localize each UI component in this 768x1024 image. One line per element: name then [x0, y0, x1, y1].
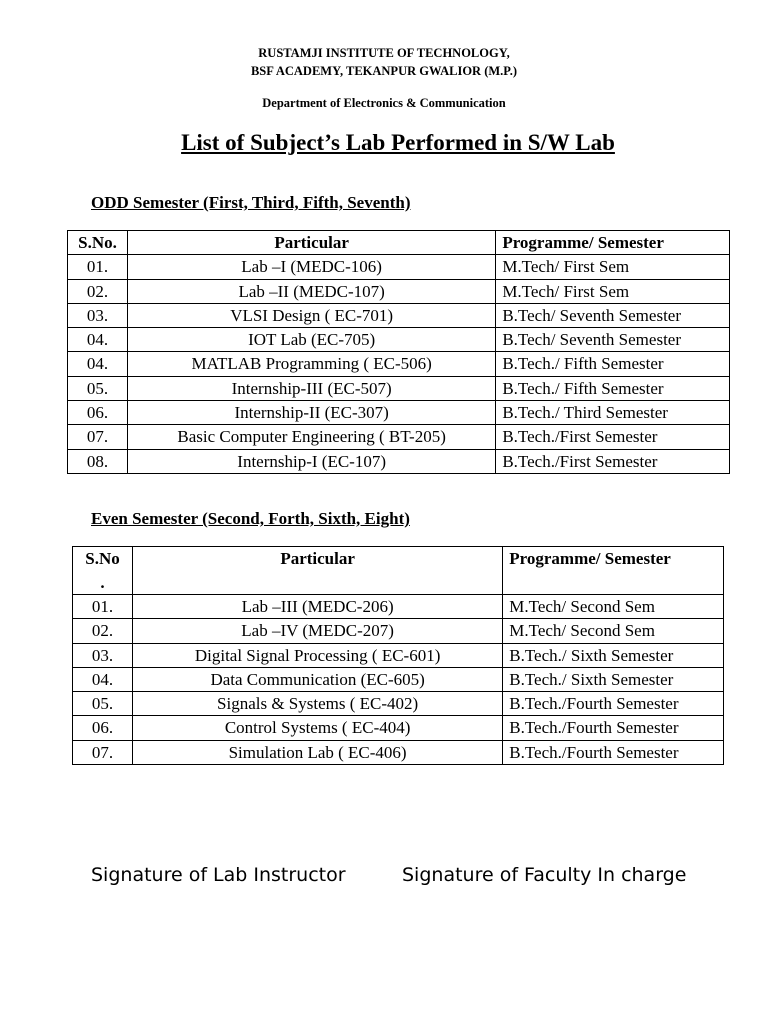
odd-semester-table [67, 230, 730, 474]
table-row [73, 595, 724, 619]
cell-particular: MATLAB Programming ( EC-506) [127, 352, 495, 376]
cell-sno: 03. [73, 643, 133, 667]
department-name: Department of Electronics & Communication [262, 96, 506, 110]
cell-sno: 05. [73, 692, 133, 716]
table-row [68, 376, 730, 400]
cell-particular: Simulation Lab ( EC-406) [132, 740, 502, 764]
cell-programme: B.Tech./Fourth Semester [503, 716, 724, 740]
cell-sno: 04. [68, 328, 128, 352]
cell-programme: M.Tech/ Second Sem [503, 619, 724, 643]
column-header-particular: Particular [127, 231, 495, 255]
cell-particular: Digital Signal Processing ( EC-601) [132, 643, 502, 667]
cell-particular: Signals & Systems ( EC-402) [132, 692, 502, 716]
cell-particular: Control Systems ( EC-404) [132, 716, 502, 740]
cell-sno: 07. [73, 740, 133, 764]
cell-sno: 05. [68, 376, 128, 400]
table-row [68, 303, 730, 327]
column-header-programme: Programme/ Semester [503, 547, 724, 595]
cell-programme: B.Tech./Fourth Semester [503, 692, 724, 716]
cell-programme: B.Tech./First Semester [496, 425, 730, 449]
column-header-sno: S.No . [73, 547, 133, 595]
faculty-in-charge-signature-label: Signature of Faculty In charge [402, 864, 687, 886]
column-header-particular: Particular [132, 547, 502, 595]
column-header-sno: S.No. [68, 231, 128, 255]
cell-programme: B.Tech/ Seventh Semester [496, 303, 730, 327]
cell-sno: 07. [68, 425, 128, 449]
table-row [68, 255, 730, 279]
cell-programme: B.Tech./Fourth Semester [503, 740, 724, 764]
cell-programme: B.Tech/ Seventh Semester [496, 328, 730, 352]
cell-programme: B.Tech./ Fifth Semester [496, 376, 730, 400]
table-row [73, 692, 724, 716]
cell-programme: B.Tech./ Fifth Semester [496, 352, 730, 376]
cell-programme: B.Tech./ Third Semester [496, 401, 730, 425]
cell-sno: 01. [68, 255, 128, 279]
cell-programme: B.Tech./ Sixth Semester [503, 667, 724, 691]
cell-particular: Data Communication (EC-605) [132, 667, 502, 691]
cell-particular: Lab –IV (MEDC-207) [132, 619, 502, 643]
cell-sno: 02. [73, 619, 133, 643]
even-semester-heading: Even Semester (Second, Forth, Sixth, Eight) [91, 509, 410, 528]
cell-sno: 03. [68, 303, 128, 327]
lab-instructor-signature-label: Signature of Lab Instructor [91, 864, 346, 886]
table-row [68, 352, 730, 376]
table-row [73, 740, 724, 764]
table-row [68, 401, 730, 425]
table-row [73, 716, 724, 740]
cell-sno: 06. [73, 716, 133, 740]
cell-programme: M.Tech/ Second Sem [503, 595, 724, 619]
table-header-row [73, 547, 724, 595]
cell-particular: Lab –III (MEDC-206) [132, 595, 502, 619]
cell-sno: 04. [73, 667, 133, 691]
cell-particular: Lab –I (MEDC-106) [127, 255, 495, 279]
cell-programme: M.Tech/ First Sem [496, 279, 730, 303]
institute-name-line2: BSF ACADEMY, TEKANPUR GWALIOR (M.P.) [250, 64, 518, 78]
odd-semester-heading: ODD Semester (First, Third, Fifth, Seventh) [91, 193, 411, 212]
page-title: List of Subject’s Lab Performed in S/W Lab [181, 130, 615, 155]
cell-sno: 08. [68, 449, 128, 473]
table-row [73, 667, 724, 691]
cell-particular: Internship-I (EC-107) [127, 449, 495, 473]
cell-sno: 02. [68, 279, 128, 303]
cell-sno: 01. [73, 595, 133, 619]
table-row [73, 643, 724, 667]
column-header-programme: Programme/ Semester [496, 231, 730, 255]
cell-particular: Lab –II (MEDC-107) [127, 279, 495, 303]
cell-sno: 04. [68, 352, 128, 376]
institute-name-line1: RUSTAMJI INSTITUTE OF TECHNOLOGY, [258, 46, 510, 60]
even-semester-table [72, 546, 724, 765]
table-row [73, 619, 724, 643]
table-header-row [68, 231, 730, 255]
table-row [68, 279, 730, 303]
cell-programme: B.Tech./First Semester [496, 449, 730, 473]
cell-particular: Basic Computer Engineering ( BT-205) [127, 425, 495, 449]
cell-programme: B.Tech./ Sixth Semester [503, 643, 724, 667]
table-row [68, 449, 730, 473]
cell-particular: IOT Lab (EC-705) [127, 328, 495, 352]
cell-particular: Internship-III (EC-507) [127, 376, 495, 400]
cell-particular: VLSI Design ( EC-701) [127, 303, 495, 327]
cell-sno: 06. [68, 401, 128, 425]
table-row [68, 328, 730, 352]
table-row [68, 425, 730, 449]
cell-programme: M.Tech/ First Sem [496, 255, 730, 279]
cell-particular: Internship-II (EC-307) [127, 401, 495, 425]
